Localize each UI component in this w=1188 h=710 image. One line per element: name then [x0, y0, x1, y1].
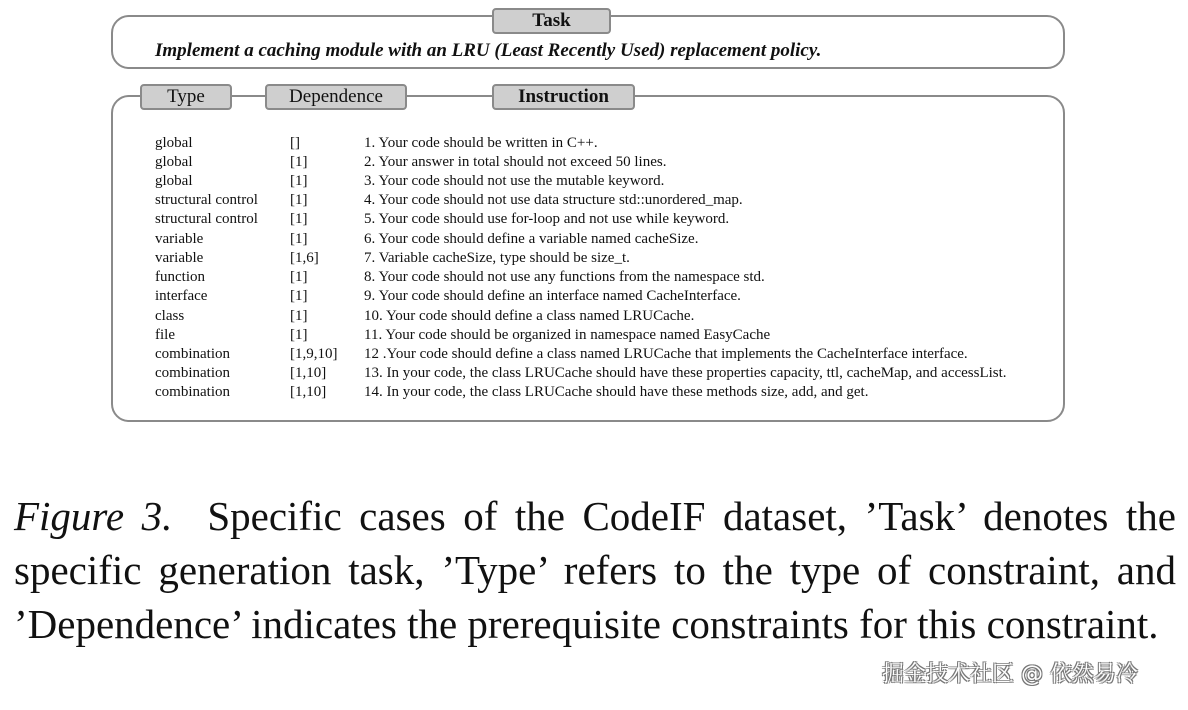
instruction-cell: 13. In your code, the class LRUCache should have these properties capacity, ttl, cacheMap, and accessList. — [364, 365, 1007, 381]
instruction-cell: 3. Your code should not use the mutable keyword. — [364, 173, 665, 189]
instruction-header: Instruction — [492, 84, 635, 110]
figure-caption — [14, 489, 1176, 651]
dependence-cell: [1] — [290, 231, 308, 247]
instruction-cell: 12 .Your code should define a class named LRUCache that implements the CacheInterface interface. — [364, 346, 968, 362]
dependence-cell: [1,10] — [290, 384, 327, 400]
instruction-cell: 7. Variable cacheSize, type should be size_t. — [364, 250, 630, 266]
dependence-cell: [1] — [290, 154, 308, 170]
instruction-cell: 9. Your code should define an interface named CacheInterface. — [364, 288, 741, 304]
instruction-cell: 8. Your code should not use any functions from the namespace std. — [364, 269, 765, 285]
instruction-cell: 1. Your code should be written in C++. — [364, 135, 598, 151]
type-cell: global — [155, 154, 193, 170]
task-description: Implement a caching module with an LRU (Least Recently Used) replacement policy. — [155, 40, 822, 61]
watermark: 掘金技术社区 @ 依然易冷 — [882, 662, 1138, 687]
type-cell: combination — [155, 384, 230, 400]
task-label: Task — [492, 8, 611, 34]
instruction-cell: 14. In your code, the class LRUCache should have these methods size, add, and get. — [364, 384, 869, 400]
instruction-cell: 11. Your code should be organized in namespace named EasyCache — [364, 327, 771, 343]
dependence-cell: [1,10] — [290, 365, 327, 381]
type-cell: global — [155, 135, 193, 151]
dependence-cell: [1] — [290, 211, 308, 227]
instruction-cell: 5. Your code should use for-loop and not use while keyword. — [364, 211, 730, 227]
type-cell: combination — [155, 346, 230, 362]
instruction-cell: 4. Your code should not use data structure std::unordered_map. — [364, 192, 743, 208]
dependence-cell: [1,6] — [290, 250, 319, 266]
dependence-cell: [] — [290, 135, 300, 151]
dependence-cell: [1] — [290, 308, 308, 324]
dependence-cell: [1,9,10] — [290, 346, 338, 362]
figure-number: Figure 3. — [14, 493, 173, 539]
type-cell: class — [155, 308, 185, 324]
dependence-cell: [1] — [290, 192, 308, 208]
type-cell: structural control — [155, 192, 258, 208]
type-cell: function — [155, 269, 205, 285]
instruction-cell: 2. Your answer in total should not exceed 50 lines. — [364, 154, 667, 170]
type-cell: interface — [155, 288, 208, 304]
type-cell: combination — [155, 365, 230, 381]
instruction-cell: 10. Your code should define a class named LRUCache. — [364, 308, 695, 324]
dependence-cell: [1] — [290, 173, 308, 189]
type-header: Type — [140, 84, 232, 110]
type-cell: structural control — [155, 211, 258, 227]
type-cell: variable — [155, 250, 204, 266]
instruction-cell: 6. Your code should define a variable named cacheSize. — [364, 231, 699, 247]
dependence-header: Dependence — [265, 84, 407, 110]
type-cell: variable — [155, 231, 204, 247]
caption-text: Specific cases of the CodeIF dataset, ’Task’ denotes the specific generation task, ’Type’ refers to the type of constraint, and ’Dependence’ indicates the prerequisite constraints for this constraint. — [14, 493, 1176, 647]
dependence-cell: [1] — [290, 269, 308, 285]
dependence-cell: [1] — [290, 288, 308, 304]
type-cell: global — [155, 173, 193, 189]
dependence-cell: [1] — [290, 327, 308, 343]
type-cell: file — [155, 327, 175, 343]
